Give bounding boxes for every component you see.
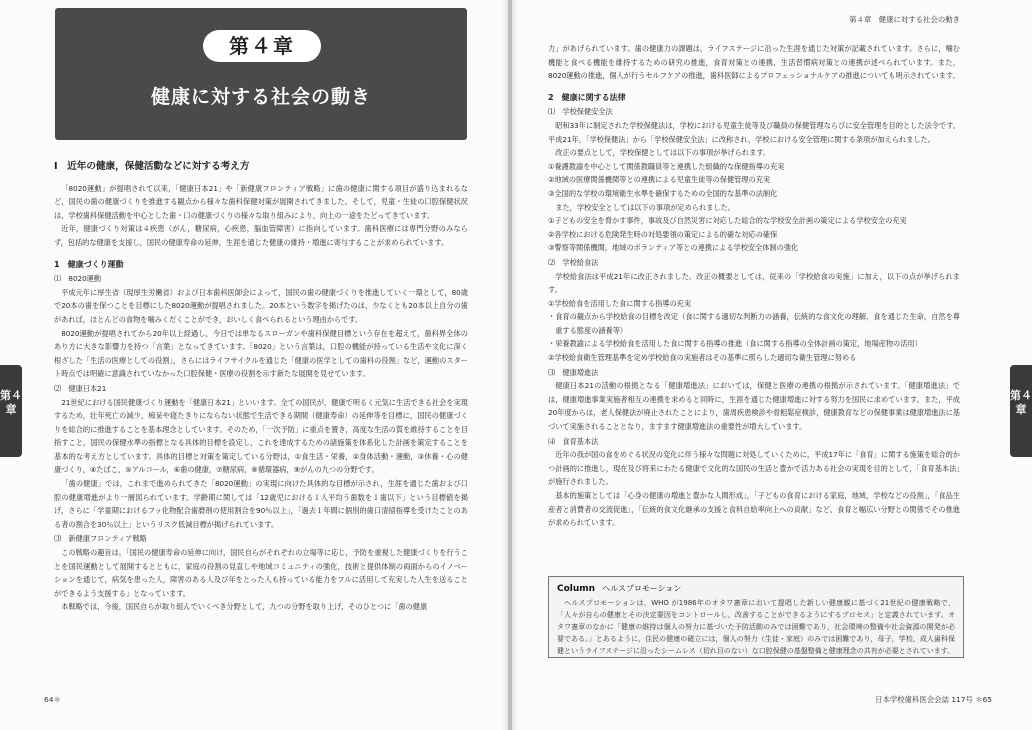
item-heading: ⑶ 健康増進法 bbox=[548, 367, 599, 377]
list-item: ③全国的な学校の環境衛生水準を確保するための全国的な基準の法制化 bbox=[548, 188, 778, 198]
list-item: ・食育の観点から学校給食の目標を改定（食に関する適切な判断力の涵養，伝統的な食文化の理解，食を通じた生命，自然を尊重する態度の涵養等） bbox=[548, 312, 960, 335]
body-paragraph: 改正の要点として，学校保健としては以下の事項が挙げられます。 bbox=[555, 148, 771, 158]
body-paragraph: 8020運動が提唱されてから20年以上経過し，今日では単なるスローガンや歯科保健目標という存在を超えて，歯科界全体のあり方に大きな影響力を持つ「言葉」となってきています。「8020」という言葉は，口腔の機能が持っている生活や文化に深く根ざした「生活の医療としての役割」，さらにはライフサイクルを通じた「健康の医学としての歯科の役割」など，運動のスタート時点では明確に意識されていなかった口腔保健・医療の役割を示す新たな展開を見せています。 bbox=[54, 328, 468, 379]
subsection-heading: 1 健康づくり運動 bbox=[54, 259, 124, 269]
list-item: ②地域の医療関係機関等との連携による児童生徒等の保健管理の充実 bbox=[548, 175, 771, 185]
column-label-text: Column bbox=[557, 584, 596, 594]
column-text: ヘルスプロモーションは，WHO が1986年のオタワ憲章において提唱した新しい健康観に基づく21世紀の健康戦略で，「人々が自らの健康とその決定要因をコントロールし，改善することができるようにするプロセス」と定義されています。オタワ憲章のなかに「健康の維持は個人の努力に基づいた予防活動のみでは困難であり，社会環境の整備や社会資源の開発が必要である。」とあるように，住民の健康の確立には，個人の努力（生徒・家庭）のみでは困難であり，母子，学校，成人歯科保健というライフステージに沿ったシームレス（切れ目のない）な口腔保健の基盤整備と健康理念の共有が必要とされています。 bbox=[557, 599, 955, 655]
list-item: ①子どもの安全を脅かす事件，事故及び自然災害に対応した総合的な学校安全計画の策定による学校安全の充実 bbox=[548, 216, 907, 226]
chapter-header-box bbox=[55, 8, 467, 140]
body-paragraph: 近年の我が国の食をめぐる状況の変化に伴う様々な問題に対処していくために，平成17年に「食育」に関する施策を総合的かつ計画的に推進し，現在及び将来にわたる健康で文化的な国民の生活と豊かで活力ある社会の実現を目的として，「食育基本法」が施行されました。 bbox=[548, 450, 960, 487]
body-paragraph: 学校給食法は平成21年に改正されました。改正の概要としては，従来の「学校給食の実施」に加え，以下の点が挙げられます。 bbox=[548, 271, 960, 295]
body-paragraph: 「歯の健康」では，これまで進められてきた「8020運動」の実現に向けた具体的な目標が示され，生涯を通じた歯および口腔の健康増進がより一層図られています。学齢期に関しては「12歳児における１人平均う歯数を１歯以下」という目標値を掲げ，さらに「学童期におけるフッ化物配合歯磨剤の使用割合を90％以上」，「過去１年間に個別的歯口清掃指導を受けたことのある者の割合を30％以上」というリスク低減目標が掲げられています。 bbox=[54, 479, 468, 529]
intro-paragraph: 近年，健康づくり対策は４疾患（がん，糖尿病，心疾患，脳血管障害）に指向しています。歯科医療には専門分野のみならず，包括的な健康を支援し，国民の健康寿命の延伸，生涯を通じた健康の維持・増進に寄与することが求められています。 bbox=[54, 224, 468, 247]
body-paragraph: 平成元年に厚生省（現厚生労働省）および日本歯科医師会によって，国民の歯の健康づくりを推進していく一環として，80歳で20本の歯を保つことを目標にした8020運動が提唱されました。20本という数字を掲げたのは，少なくとも20本以上自分の歯があれば，ほとんどの食物を噛みくだくことができ，おいしく食べられるという理由からです。 bbox=[54, 287, 468, 324]
right-page bbox=[512, 0, 1032, 730]
list-item: ②学校給食衛生管理基準を定め学校給食の実施者はその基準に照らした適切な衛生管理に努める bbox=[548, 353, 857, 363]
item-heading: ⑴ 8020運動 bbox=[54, 274, 102, 284]
body-paragraph: ①学校給食を活用した食に関する指導の充実 bbox=[548, 298, 692, 308]
body-paragraph: 健康日本21の活動の根拠となる「健康増進法」においては，保健と医療の連携の根拠が示されています。「健康増進法」では，健康増進事業実施者相互の連携を求めると同時に，生涯を通じた健康増進に対する努力を国民に求めています。また，平成20年度からは，老人保健法が廃止されたことにより，歯周疾患検診や骨粗鬆症検診，健康教育などの保健事業は健康増進法に基づいて実施されることとなり，ますます健康増進法の重要性が増大しています。 bbox=[548, 381, 960, 432]
body-paragraph: 基本的施策としては「心身の健康の増進と豊かな人間形成」，「子どもの食育における家庭，地域，学校などの役割」，「食品生産者と消費者の交流促進」，「伝統的食文化継承の支援と食料自給率向上への貢献」など，食育と幅広い分野との関係でその推進が求められています。 bbox=[548, 491, 960, 528]
page-number: 64＊ bbox=[44, 695, 61, 704]
chapter-title: 健康に対する社会の動き bbox=[150, 86, 371, 108]
column-sublabel: ヘルスプロモーション bbox=[602, 584, 682, 593]
right-body-text bbox=[548, 42, 960, 530]
page-fold-shadow bbox=[512, 0, 518, 730]
chapter-label: 第４章 bbox=[203, 30, 321, 62]
item-heading: ⑴ 学校保健安全法 bbox=[548, 107, 613, 117]
column-box bbox=[548, 576, 964, 658]
section-heading: Ⅰ 近年の健康，保健活動などに対する考え方 bbox=[54, 161, 250, 172]
item-heading: ⑶ 新健康フロンティア戦略 bbox=[54, 534, 147, 544]
list-item: ①養護教諭を中心として関係教職員等と連携した組織的な保健指導の充実 bbox=[548, 161, 785, 171]
intro-paragraph: 「8020運動」が提唱されて以来，「健康日本21」や「新健康フロンティア戦略」に歯の健康に関する項目が盛り込まれるなど，国民の歯の健康づくりを推進する観点から様々な歯科保健対策が展開されてきました。そして，児童・生徒の口腔保健状況は，学校歯科保健活動を中心とした歯・口の健康づくりの様々な取り組みにより，向上の一途をたどってきています。 bbox=[54, 183, 468, 220]
body-paragraph: 昭和33年に制定された学校保健法は，学校における児童生徒等及び職員の保健管理ならびに安全管理を目的とした法令です。平成21年，「学校保健法」から「学校保健安全法」に改称され，学校における安全管理に関する条項が加えられました。 bbox=[548, 120, 960, 144]
page-number: 日本学校歯科医会会誌 117号 ＊65 bbox=[875, 695, 992, 704]
list-item: ②各学校における危険発生時の対処要領の策定による的確な対応の確保 bbox=[548, 229, 778, 239]
body-paragraph: 本戦略では，今後，国民自らが取り組んでいくべき分野として，九つの分野を取り上げ，そのひとつに「歯の健康 bbox=[61, 602, 428, 612]
list-item: ・栄養教諭による学校給食を活用した食に関する指導の推進（食に関する指導の全体計画の策定，地場産物の活用） bbox=[548, 339, 922, 349]
item-heading: ⑵ 健康日本21 bbox=[54, 383, 107, 393]
body-paragraph: この戦略の趣旨は，「国民の健康寿命の延伸に向け，国民自らがそれぞれの立場等に応じ，予防を重視した健康づくりを行うことを国民運動として展開するとともに，家庭の役割の見直しや地域コミュニティの強化，技術と提供体制の両面からのイノベーションを通じて，病気を患った人，障害のある人及び年をとった人も持っている能力をフルに活用して充実した人生を送ることができるよう支援する」となっています。 bbox=[54, 548, 468, 598]
column-label bbox=[557, 583, 955, 594]
body-paragraph: 21世紀における国民健康づくり運動を「健康日本21」といいます。全ての国民が，健康で明るく元気に生活できる社会を実現するため，壮年死亡の減少，痴呆や寝たきりにならない状態で生活できる期間（健康寿命）の延伸等を目標に，国民の健康づくりを総合的に推進することを基本理念としています。そのため，「一次予防」に重点を置き，高度な生活の質を維持することを目指すこと，国民の保健水準の指標となる具体的目標を設定し，これを達成するための諸施策を体系化した計画を策定することを基本的な考え方としています。具体的目標と対策を策定している分野は，①食生活・栄養，②身体活動・運動，③休養・心の健康づくり，④たばこ，⑤アルコール，⑥歯の健康，⑦糖尿病，⑧循環器病，⑨がんの九つの分野です。 bbox=[54, 397, 468, 475]
subsection-heading: 2 健康に関する法律 bbox=[548, 92, 626, 102]
chapter-side-tab: 第４章 bbox=[1010, 365, 1032, 457]
body-paragraph: また，学校安全としては以下の事項が定められました。 bbox=[555, 202, 735, 212]
list-item: ③警察等関係機関，地域のボランティア等との連携による学校安全体制の強化 bbox=[548, 243, 799, 253]
item-heading: ⑷ 食育基本法 bbox=[548, 436, 599, 446]
chapter-side-tab: 第４章 bbox=[0, 365, 22, 457]
left-page bbox=[0, 0, 508, 730]
item-heading: ⑵ 学校給食法 bbox=[548, 257, 599, 267]
body-paragraph: 力」があげられています。歯の健康力の課題は，ライフステージに沿った生涯を通じた対策が記載されています。さらに，噛む機能と食べる機能を維持するための研究の推進，食育対策との連携，生活習慣病対策との連携が述べられています。また，8020運動の推進，個人が行うセルフケアの推進，歯科医師によるプロフェッショナルケアの推進についても明示されています。 bbox=[548, 44, 960, 81]
left-body-text bbox=[54, 160, 468, 614]
running-head: 第４章 健康に対する社会の動き bbox=[849, 15, 960, 24]
